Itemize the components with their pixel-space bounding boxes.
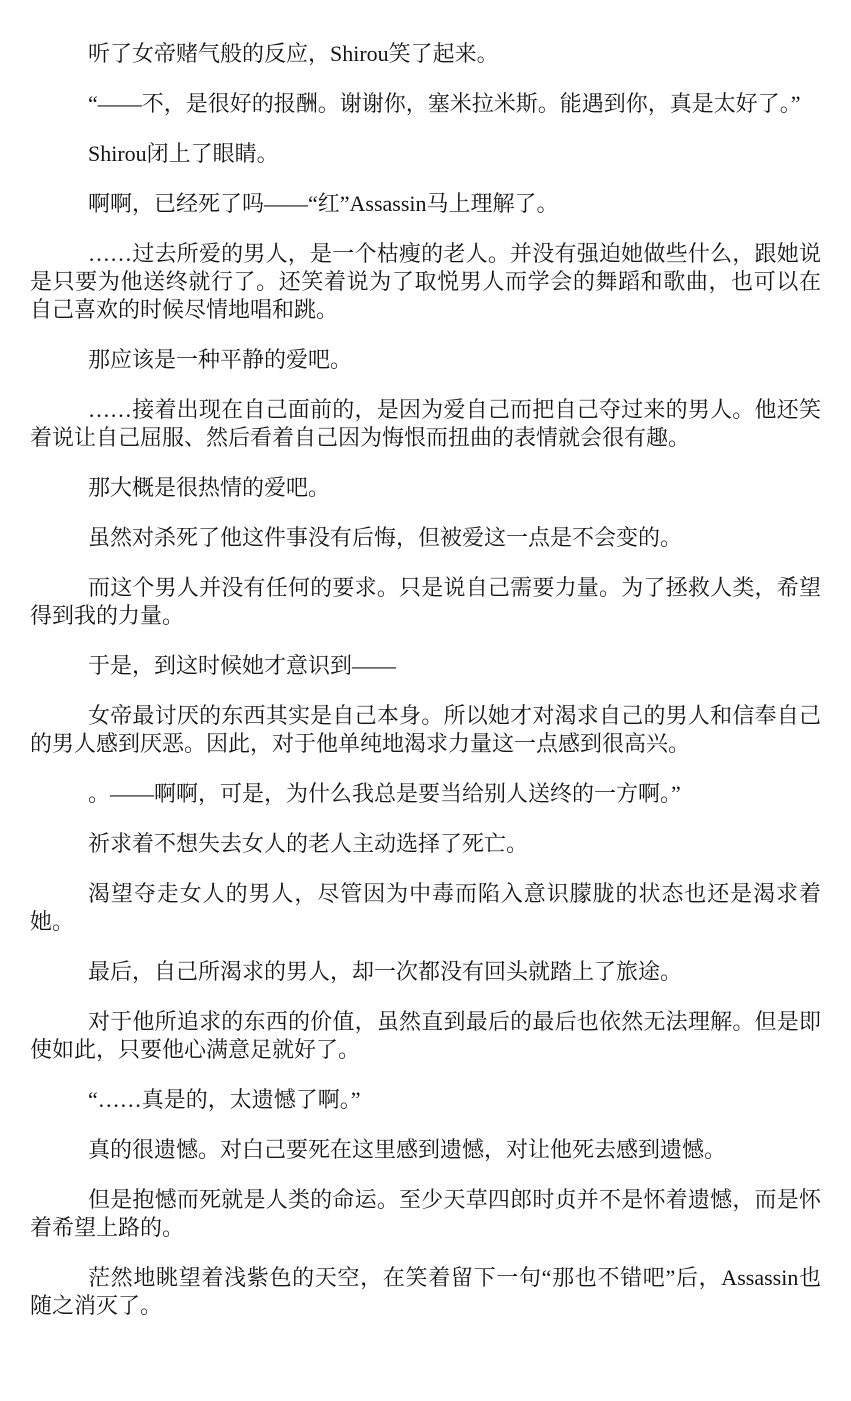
paragraph: 。——啊啊，可是，为什么我总是要当给别人送终的一方啊。”	[88, 781, 681, 806]
paragraph: 那应该是一种平静的爱吧。	[88, 347, 353, 372]
paragraph: “……真是的，太遗憾了啊。”	[88, 1087, 361, 1112]
paragraph: 于是，到这时候她才意识到——	[88, 653, 397, 678]
paragraph: 渴望夺走女人的男人，尽管因为中毒而陷入意识朦胧的状态也还是渴求着她。	[30, 881, 821, 934]
paragraph: ……过去所爱的男人，是一个枯瘦的老人。并没有强迫她做些什么，跟她说是只要为他送终就行了。还笑着说为了取悦男人而学会的舞蹈和歌曲，也可以在自己喜欢的时候尽情地唱和跳。	[30, 241, 821, 322]
paragraph: 而这个男人并没有任何的要求。只是说自己需要力量。为了拯救人类，希望得到我的力量。	[30, 575, 821, 628]
paragraph: 啊啊，已经死了吗——“红”Assassin马上理解了。	[88, 191, 559, 216]
paragraph: “——不，是很好的报酬。谢谢你，塞米拉米斯。能遇到你，真是太好了。”	[88, 91, 801, 116]
paragraph: 祈求着不想失去女人的老人主动选择了死亡。	[88, 831, 529, 856]
paragraph: 茫然地眺望着浅紫色的天空，在笑着留下一句“那也不错吧”后，Assassin也随之消灭了。	[30, 1265, 821, 1318]
paragraph: 最后，自己所渴求的男人，却一次都没有回头就踏上了旅途。	[88, 959, 683, 984]
paragraph: 对于他所追求的东西的价值，虽然直到最后的最后也依然无法理解。但是即使如此，只要他心满意足就好了。	[30, 1009, 821, 1062]
paragraph: 那大概是很热情的爱吧。	[88, 475, 331, 500]
paragraph: 女帝最讨厌的东西其实是自己本身。所以她才对渴求自己的男人和信奉自己的男人感到厌恶。因此，对于他单纯地渴求力量这一点感到很高兴。	[30, 703, 821, 756]
paragraph: 真的很遗憾。对白己要死在这里感到遗憾，对让他死去感到遗憾。	[88, 1137, 727, 1162]
paragraph: Shirou闭上了眼睛。	[88, 141, 279, 166]
paragraph: 虽然对杀死了他这件事没有后悔，但被爱这一点是不会变的。	[88, 525, 683, 550]
paragraph: ……接着出现在自己面前的，是因为爱自己而把自己夺过来的男人。他还笑着说让自己屈服、然后看着自己因为悔恨而扭曲的表情就会很有趣。	[30, 397, 821, 450]
paragraph: 听了女帝赌气般的反应，Shirou笑了起来。	[88, 41, 499, 66]
paragraph: 但是抱憾而死就是人类的命运。至少天草四郎时贞并不是怀着遗憾，而是怀着希望上路的。	[30, 1187, 821, 1240]
